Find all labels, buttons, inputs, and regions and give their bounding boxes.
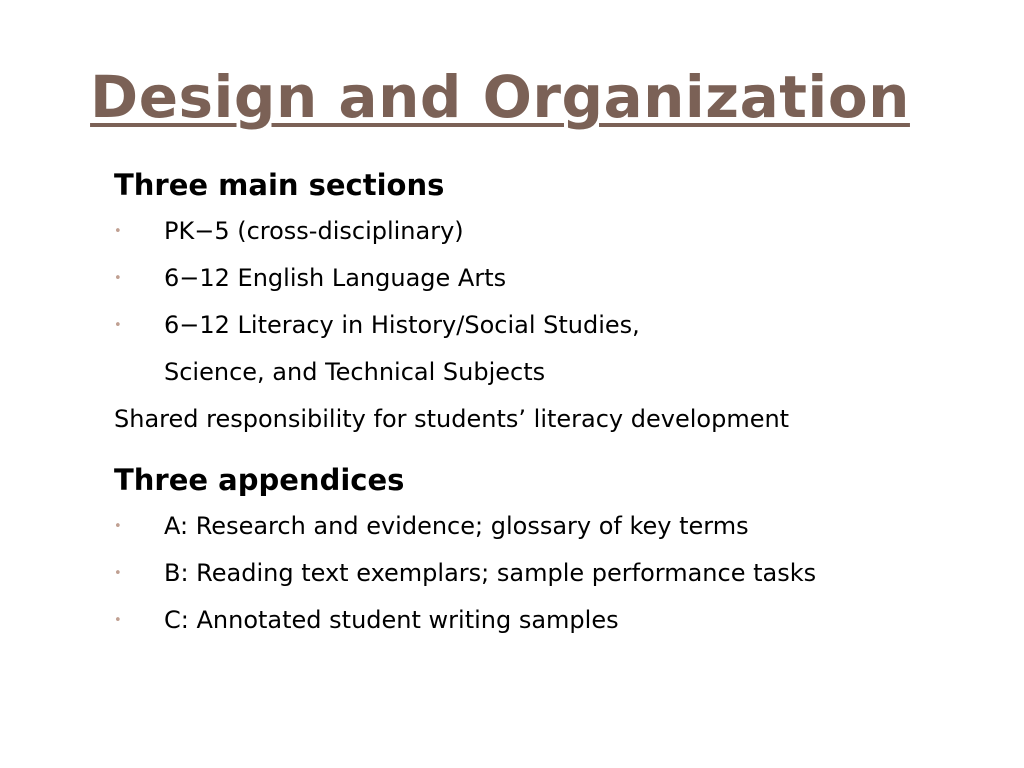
slide-title: Design and Organization: [90, 63, 910, 131]
shared-responsibility-note: Shared responsibility for students’ literacy development: [114, 405, 790, 433]
list-item: [114, 255, 994, 302]
section-heading-appendices: Three appendices: [114, 463, 405, 497]
bullet-icon: •: [114, 519, 122, 534]
section-heading-main-sections: Three main sections: [114, 168, 445, 202]
bullet-icon: •: [114, 613, 122, 628]
bullet-icon: •: [114, 318, 122, 333]
list-item-text: 6−12 English Language Arts: [164, 264, 507, 292]
list-item: [114, 302, 994, 396]
list-item: [114, 503, 994, 550]
list-item: [114, 208, 994, 255]
list-item-text: 6−12 Literacy in History/Social Studies,: [164, 311, 640, 339]
list-item: [114, 550, 994, 597]
list-item-text: PK−5 (cross-disciplinary): [164, 217, 464, 245]
list-item-text: C: Annotated student writing samples: [164, 606, 619, 634]
bullet-icon: •: [114, 271, 122, 286]
list-item-text: A: Research and evidence; glossary of key terms: [164, 512, 749, 540]
list-item-text-continuation: Science, and Technical Subjects: [164, 358, 546, 386]
list-item: [114, 597, 994, 644]
list-item-text: B: Reading text exemplars; sample performance tasks: [164, 559, 817, 587]
slide-body: [114, 162, 994, 644]
bullet-icon: •: [114, 224, 122, 239]
bullet-icon: •: [114, 566, 122, 581]
